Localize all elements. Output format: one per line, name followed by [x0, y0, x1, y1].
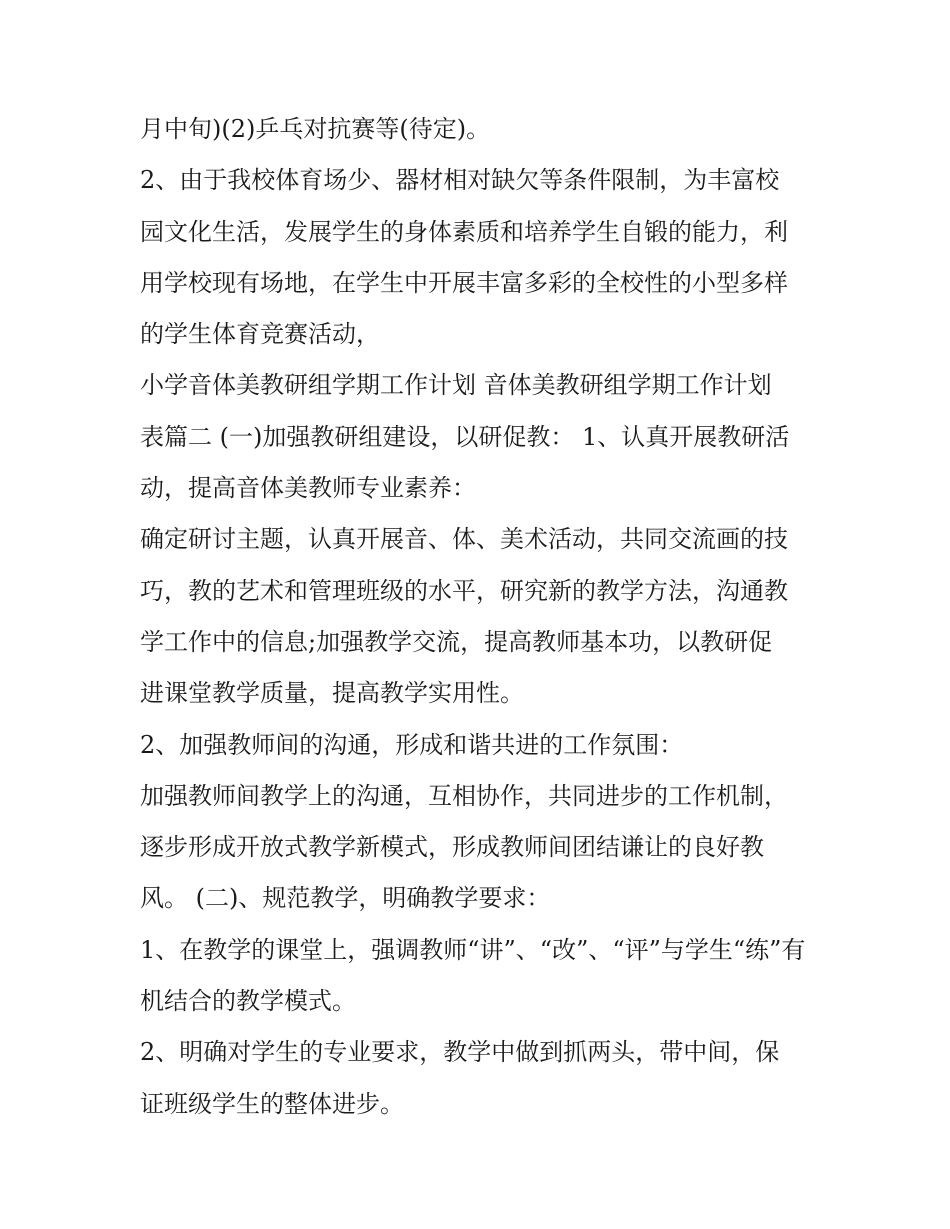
text-line-13: 2、加强教师间的沟通，形成和谐共进的工作氛围： — [140, 730, 684, 759]
text-line-19: 2、明确对学生的专业要求，教学中做到抓两头，带中间，保 — [140, 1038, 780, 1067]
text-line-14: 加强教师间教学上的沟通，互相协作，共同进步的工作机制， — [140, 781, 788, 810]
text-line-16: 风。 (二)、规范教学，明确教学要求： — [140, 884, 551, 913]
text-line-6: 小学音体美教研组学期工作计划 音体美教研组学期工作计划 — [140, 371, 772, 400]
text-line-20: 证班级学生的整体进步。 — [140, 1089, 404, 1118]
text-line-9: 确定研讨主题，认真开展音、体、美术活动，共同交流画的技 — [140, 525, 788, 554]
text-line-12: 进课堂教学质量，提高教学实用性。 — [140, 679, 524, 708]
text-line-18: 机结合的教学模式。 — [140, 987, 356, 1016]
text-line-3: 园文化生活，发展学生的身体素质和培养学生自锻的能力，利 — [140, 217, 788, 246]
text-line-4: 用学校现有场地，在学生中开展丰富多彩的全校性的小型多样 — [140, 268, 788, 297]
text-line-1: 月中旬)(2)乒乓对抗赛等(待定)。 — [140, 115, 491, 143]
text-line-17: 1、在教学的课堂上，强调教师“讲”、“改”、“评”与学生“练”有 — [140, 935, 806, 964]
text-line-15: 逐步形成开放式教学新模式，形成教师间团结谦让的良好教 — [140, 833, 764, 862]
text-line-8: 动，提高音体美教师专业素养： — [140, 474, 476, 503]
text-line-10: 巧，教的艺术和管理班级的水平，研究新的教学方法，沟通教 — [140, 576, 788, 605]
text-line-5: 的学生体育竞赛活动， — [140, 320, 380, 349]
text-line-2: 2、由于我校体育场少、器材相对缺欠等条件限制，为丰富校 — [140, 166, 780, 195]
text-line-11: 学工作中的信息;加强教学交流，提高教师基本功，以教研促 — [140, 627, 773, 656]
document-body — [140, 104, 820, 1130]
text-line-7: 表篇二 (一)加强教研组建设，以研促教： 1、认真开展教研活 — [140, 422, 790, 451]
